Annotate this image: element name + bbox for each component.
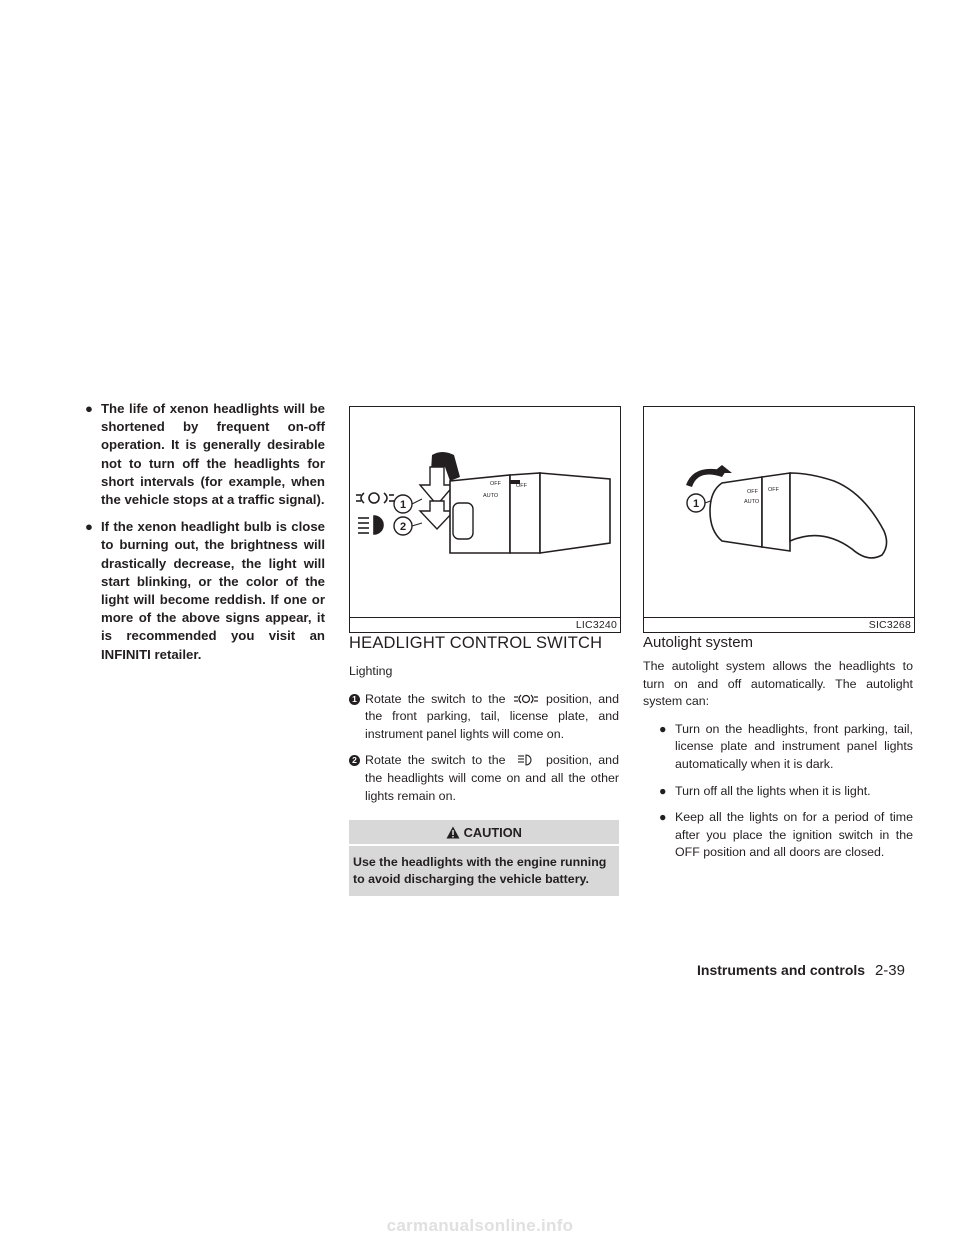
auto-position-label: AUTO bbox=[744, 499, 760, 505]
autolight-switch-figure bbox=[643, 406, 915, 633]
bullet-icon: ● bbox=[85, 519, 93, 535]
bullet-icon: ● bbox=[659, 721, 667, 736]
autolight-bullet: ● Turn off all the lights when it is light. bbox=[643, 783, 913, 801]
autolight-bullet: ● Turn on the headlights, front parking, tail, license plate and instrument panel lights automatically when it is dark. bbox=[659, 721, 913, 771]
callout-1-label: 1 bbox=[692, 498, 700, 510]
footer-section-name: Instruments and controls bbox=[697, 962, 866, 978]
subsection-title: Autolight system bbox=[643, 634, 754, 651]
caution-label: CAUTION bbox=[463, 825, 522, 841]
headlight-switch-figure bbox=[349, 406, 621, 633]
page-number: 2-39 bbox=[874, 962, 905, 979]
step-number-icon: 2 bbox=[349, 755, 360, 766]
autolight-switch-illustration bbox=[644, 407, 914, 632]
caution-header bbox=[349, 820, 619, 846]
xenon-warning-bullet: ● If the xenon headlight bulb is close to burning out, the brightness will drastically decrease, the light will start blinking, or the color of the light will become reddish. If one or more of the above signs appear, it is recommended you visit an INFINITI retailer. bbox=[85, 519, 325, 662]
bullet-icon: ● bbox=[85, 401, 93, 416]
autolight-bullet: ● Keep all the lights on for a period of time after you place the ignition switch in the OFF position and all doors are closed. bbox=[659, 810, 913, 860]
step-number-icon: 1 bbox=[349, 694, 360, 705]
bullet-icon: ● bbox=[659, 783, 667, 798]
headlight-symbol bbox=[358, 516, 383, 534]
off-position-label: OFF bbox=[768, 487, 779, 493]
headlight-control-section bbox=[349, 634, 619, 896]
side-lights-icon bbox=[512, 693, 540, 705]
caution-text: Use the headlights with the engine running to avoid discharging the vehicle battery. bbox=[353, 855, 607, 887]
figure-caption-rule bbox=[644, 617, 914, 618]
caution-box bbox=[349, 820, 619, 895]
callout-1-label: 1 bbox=[399, 499, 407, 511]
headlight-switch-illustration bbox=[350, 407, 620, 632]
off-position-label: OFF bbox=[516, 483, 527, 489]
lighting-step-1: 1 Rotate the switch to the position, and the front parking, tail, license plate, and instrument panel lights will come on. bbox=[349, 691, 619, 744]
figure-caption-rule bbox=[350, 617, 620, 618]
bullet-icon: ● bbox=[659, 810, 667, 825]
side-lights-symbol bbox=[356, 493, 394, 503]
section-title: HEADLIGHT CONTROL SWITCH bbox=[349, 634, 603, 652]
autolight-intro: The autolight system allows the headlights to turn on and off automatically. The autolight system can: bbox=[643, 659, 913, 709]
callout-2-label: 2 bbox=[399, 521, 407, 533]
xenon-warning-bullet: ● The life of xenon headlights will be shortened by frequent on-off operation. It is generally desirable not to turn off the headlights for short intervals (for example, when the vehicle stops at a traffic signal). bbox=[85, 401, 325, 508]
autolight-section bbox=[643, 634, 913, 871]
off-position-label: OFF bbox=[747, 489, 758, 495]
figure-code: LIC3240 bbox=[575, 619, 617, 631]
switch-stalk-body bbox=[710, 477, 762, 547]
lighting-step-2: 2 Rotate the switch to the position, and the headlights will come on and all the other lights remain on. bbox=[349, 752, 619, 805]
left-column bbox=[85, 400, 325, 673]
down-arrow-icon bbox=[420, 501, 454, 529]
subsection-label: Lighting bbox=[349, 664, 393, 678]
headlight-icon bbox=[512, 754, 540, 766]
watermark: carmanualsonline.info bbox=[386, 1216, 574, 1235]
off-position-label: OFF bbox=[490, 481, 501, 487]
figure-code: SIC3268 bbox=[868, 619, 911, 631]
page-footer bbox=[697, 962, 905, 979]
warning-triangle-icon bbox=[446, 826, 460, 839]
auto-position-label: AUTO bbox=[483, 493, 499, 499]
